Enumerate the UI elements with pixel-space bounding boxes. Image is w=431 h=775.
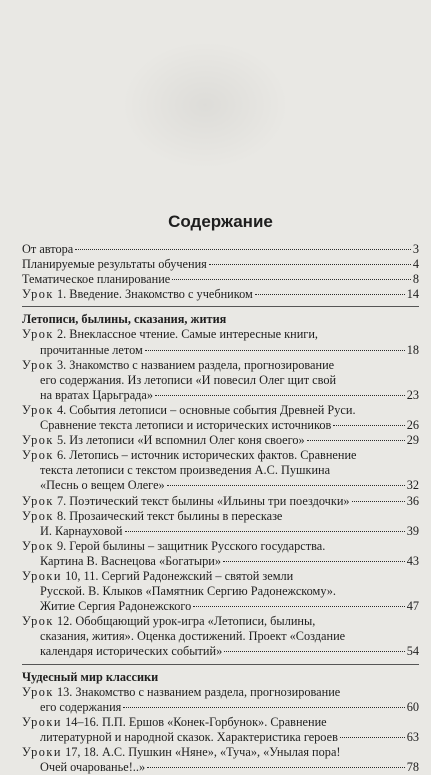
page-number: 32 (406, 478, 419, 493)
toc-entry-text (22, 433, 305, 448)
toc-entry-title: текста летописи с текстом произведения А.С. Пушкина (40, 463, 331, 478)
toc-entry-line (22, 463, 419, 478)
toc-entry[interactable] (22, 715, 419, 745)
dot-leader (145, 350, 405, 351)
lesson-label: Урок (22, 538, 54, 553)
toc-entry[interactable] (22, 327, 419, 357)
toc-entry[interactable] (22, 257, 419, 272)
lesson-label: Уроки (22, 568, 62, 583)
toc-entry-text (40, 730, 338, 745)
toc-entry-text (22, 614, 315, 629)
toc-entry[interactable] (22, 494, 419, 509)
page-number: 4 (412, 257, 419, 272)
toc-entry[interactable] (22, 448, 419, 493)
toc-entry-line (22, 433, 419, 448)
toc-entry-line (22, 358, 419, 373)
toc-entry-line (22, 403, 419, 418)
lesson-label: Урок (22, 448, 54, 463)
toc-entry-title: Картина В. Васнецова «Богатыри» (40, 553, 222, 568)
toc-entry-title: 4. События летописи – основные события Древней Руси. (56, 402, 356, 417)
toc-entry-text (22, 685, 340, 700)
lesson-label: Урок (22, 402, 54, 417)
toc-entry-title: его содержания. Из летописи «И повесил Олег щит свой (40, 372, 337, 387)
section-divider (22, 306, 419, 307)
toc-entry-title: 1. Введение. Знакомство с учебником (56, 287, 253, 302)
page-number: 14 (406, 287, 419, 302)
dot-leader (255, 294, 405, 295)
toc-entry-line (22, 629, 419, 644)
lesson-label: Урок (22, 684, 54, 699)
page-number: 36 (406, 493, 419, 508)
lesson-label: Урок (22, 614, 54, 629)
toc-entry-title: Сравнение текста летописи и исторических источников (40, 418, 332, 433)
toc-entry-text (22, 745, 341, 760)
toc-entry-title: «Песнь о вещем Олеге» (40, 478, 165, 493)
lesson-label: Урок (22, 433, 54, 448)
toc-entry-line (22, 494, 419, 509)
toc-entry-title: 14–16. П.П. Ершов «Конек-Горбунок». Сравнение (65, 714, 327, 729)
toc-entry-text (40, 343, 143, 358)
toc-entry-text (40, 524, 123, 539)
toc-entry-title: Русской. В. Клыков «Памятник Сергию Радонежскому». (40, 584, 337, 599)
toc-entry-line (22, 700, 419, 715)
toc-entry-line (22, 569, 419, 584)
toc-entry-line (22, 760, 419, 775)
lesson-label: Уроки (22, 714, 62, 729)
dot-leader (155, 395, 405, 396)
toc-entry-text (40, 599, 191, 614)
toc-entry-line (22, 554, 419, 569)
page-number: 3 (412, 242, 419, 256)
toc-entry-title: 3. Знакомство с названием раздела, прогнозирование (56, 357, 335, 372)
toc-entry-title: Планируемые результаты обучения (22, 257, 207, 272)
dot-leader (193, 606, 404, 607)
toc-entry-line (22, 388, 419, 403)
toc-entry-text (22, 448, 357, 463)
dot-leader (307, 440, 405, 441)
toc-entry-line (22, 745, 419, 760)
toc-entry-text (40, 478, 165, 493)
toc-entry[interactable] (22, 569, 419, 614)
page-number: 29 (406, 433, 419, 448)
toc-entry[interactable] (22, 614, 419, 659)
toc-entry-line (22, 614, 419, 629)
toc-entry-text (22, 539, 325, 554)
toc-entry-title: Очей очарованье!..» (40, 760, 146, 775)
toc-entry-line (22, 584, 419, 599)
toc-entry[interactable] (22, 287, 419, 302)
toc-entry[interactable] (22, 242, 419, 257)
toc-entry-line (22, 418, 419, 433)
toc-entry-line (22, 730, 419, 745)
toc-entry-title: 8. Прозаический текст былины в пересказе (56, 508, 283, 523)
toc-entry-title: его содержания (40, 699, 122, 714)
toc-entry-title: 2. Внеклассное чтение. Самые интересные книги, (56, 327, 319, 342)
lesson-label: Урок (22, 508, 54, 523)
toc-entry[interactable] (22, 539, 419, 569)
toc-entry-text (22, 358, 334, 373)
toc-entry-title: 5. Из летописи «И вспомнил Олег коня своего» (56, 433, 305, 448)
dot-leader (224, 651, 404, 652)
toc-entry-text (40, 629, 345, 644)
toc-entry-line (22, 272, 419, 287)
toc-entry-text (40, 373, 336, 388)
toc-entry-text (40, 584, 336, 599)
lesson-label: Урок (22, 287, 54, 302)
toc-entry-line (22, 448, 419, 463)
toc-entry-text (40, 700, 121, 715)
toc-entry-title: И. Карнауховой (40, 523, 123, 538)
toc-entry-text (22, 242, 73, 257)
toc-entry[interactable] (22, 403, 419, 433)
dot-leader (125, 531, 405, 532)
toc-entry-line (22, 478, 419, 493)
toc-entry-text (22, 257, 207, 272)
page-title: Содержание (168, 212, 273, 231)
dot-leader (209, 264, 411, 265)
toc-entry[interactable] (22, 509, 419, 539)
lesson-label: Уроки (22, 745, 62, 759)
toc-entry-text (22, 715, 327, 730)
toc-entry-title: прочитанные летом (40, 342, 143, 357)
page-number: 63 (406, 729, 419, 744)
toc-entry-line (22, 539, 419, 554)
toc-entry-text (22, 272, 170, 287)
page-number: 39 (406, 523, 419, 538)
toc-entry[interactable] (22, 685, 419, 715)
toc-entry-title: 7. Поэтический текст былины «Ильины три поездочки» (56, 493, 350, 508)
section-heading: Летописи, былины, сказания, жития (22, 312, 227, 327)
toc-entry-text (40, 463, 330, 478)
lesson-label: Урок (22, 357, 54, 372)
lesson-label: Урок (22, 493, 54, 508)
page-number: 23 (406, 387, 419, 402)
toc-entry-text (40, 760, 145, 775)
page-number: 78 (406, 760, 419, 775)
toc-entry-title: сказания, жития». Оценка достижений. Проект «Создание (40, 629, 346, 644)
dot-leader (223, 561, 405, 562)
toc-entry-text (40, 388, 153, 403)
toc-entry-line (22, 343, 419, 358)
dot-leader (123, 707, 404, 708)
section-heading: Чудесный мир классики (22, 669, 159, 684)
toc-entry-line (22, 509, 419, 524)
page-number: 43 (406, 553, 419, 568)
toc-entry-text (22, 403, 356, 418)
toc-entry-title: 17, 18. А.С. Пушкин «Няне», «Туча», «Унылая пора! (65, 745, 341, 759)
dot-leader (352, 501, 405, 502)
toc-entry-line (22, 242, 419, 257)
toc-entry-title: Тематическое планирование (22, 272, 171, 287)
dot-leader (340, 737, 405, 738)
toc-entry-line (22, 715, 419, 730)
toc-entry-title: на вратах Царьграда» (40, 387, 154, 402)
toc-entry-text (22, 509, 282, 524)
toc-entry-text (22, 287, 253, 302)
dot-leader (147, 767, 405, 768)
page-number: 47 (406, 599, 419, 614)
toc-entry-text (22, 327, 318, 342)
toc-entry-line (22, 524, 419, 539)
toc-entry-title: 10, 11. Сергий Радонежский – святой земли (65, 568, 294, 583)
toc-entry-title: От автора (22, 242, 74, 256)
toc-entry-title: календаря исторических событий» (40, 644, 223, 659)
toc-entry-line (22, 373, 419, 388)
dot-leader (172, 279, 411, 280)
table-of-contents (22, 242, 419, 775)
toc-entry-text (40, 644, 222, 659)
toc-entry-line (22, 327, 419, 342)
toc-entry-line (22, 599, 419, 614)
dot-leader (75, 249, 411, 250)
toc-entry-title: 9. Герой былины – защитник Русского государства. (56, 538, 326, 553)
toc-entry-text (40, 418, 331, 433)
page-number: 18 (406, 342, 419, 357)
toc-entry-line (22, 287, 419, 302)
page-number: 26 (406, 418, 419, 433)
toc-entry[interactable] (22, 433, 419, 448)
toc-entry-title: 13. Знакомство с названием раздела, прогнозирование (56, 684, 341, 699)
page-number: 60 (406, 699, 419, 714)
dot-leader (167, 485, 405, 486)
toc-entry-text (22, 494, 350, 509)
toc-entry[interactable] (22, 272, 419, 287)
page-number: 8 (412, 272, 419, 287)
toc-entry-title: 12. Обобщающий урок-игра «Летописи, былины, (56, 614, 316, 629)
toc-entry-title: Житие Сергия Радонежского (40, 599, 192, 614)
toc-entry-text (22, 569, 293, 584)
toc-entry[interactable] (22, 358, 419, 403)
toc-entry-line (22, 644, 419, 659)
dot-leader (333, 425, 404, 426)
section-divider (22, 664, 419, 665)
toc-entry-line (22, 257, 419, 272)
toc-entry-line (22, 685, 419, 700)
toc-entry-title: 6. Летопись – источник исторических фактов. Сравнение (56, 448, 357, 463)
page-number: 54 (406, 644, 419, 659)
toc-entry-text (40, 554, 221, 569)
lesson-label: Урок (22, 327, 54, 342)
toc-entry-title: литературной и народной сказок. Характеристика героев (40, 729, 338, 744)
